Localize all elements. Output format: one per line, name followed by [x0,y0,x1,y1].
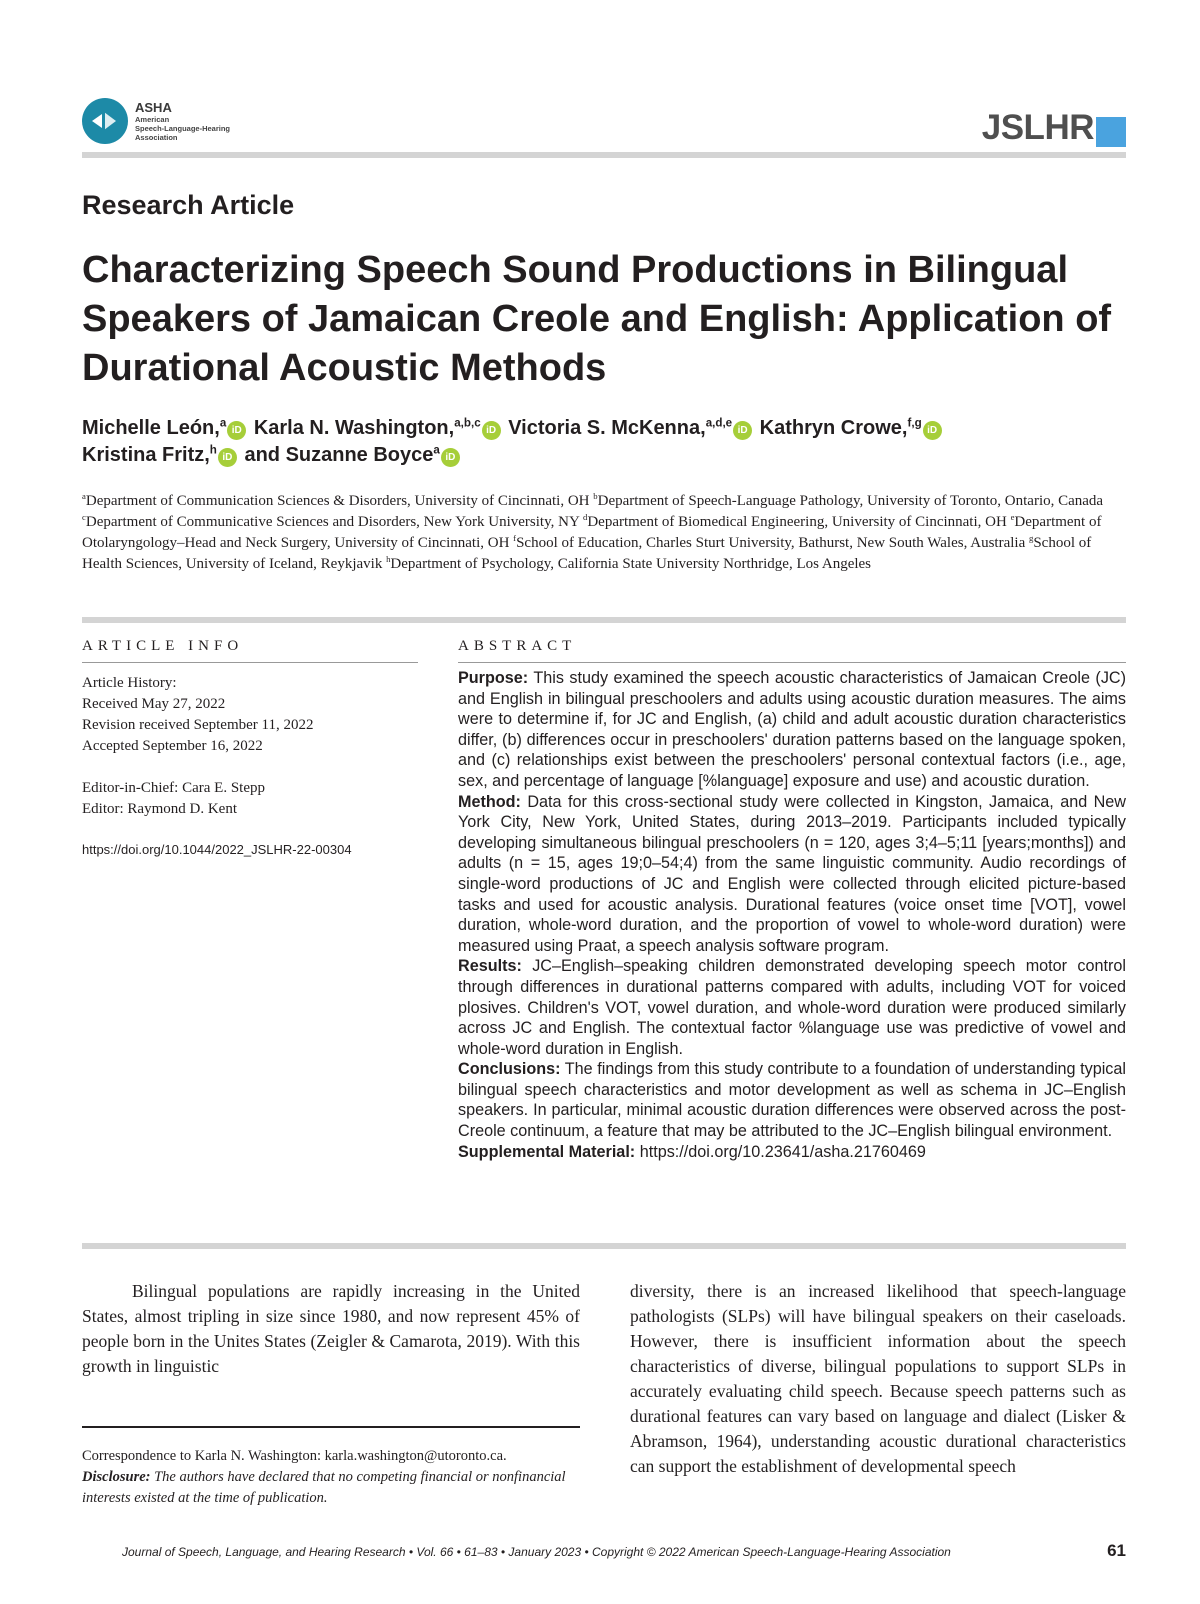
author-name: Victoria S. McKenna, [508,417,706,439]
author-name: and Suzanne Boyce [244,444,434,466]
article-title: Characterizing Speech Sound Productions in Bilingual Speakers of Jamaican Creole and English: Application of Durational Acoustic Methods [82,249,1112,389]
author-list: Michelle León,$^a$iD Karla N. Washington,$^{a,b,c}$iD Victoria S. McKenna,$^{a,d,e}$iD Kathryn Crowe,$^{f,g}$iD Kristina Fritz,$^h$iD and Suzanne Boyce$^a$iD [82,415,1132,469]
asha-emblem-icon [82,98,128,144]
page-number: 61 [1107,1541,1126,1560]
abstract-divider [458,662,1126,663]
orcid-icon[interactable]: iD [733,421,752,440]
header-rule [82,152,1126,158]
body-column-right: diversity, there is an increased likelihood that speech-language pathologists (SLPs) will have bilingual speakers on their caseloads. However, there is insufficient information about the speech characteristics of diverse, bilingual populations to support SLPs in accurately evaluating child speech. Because speech patterns such as durational features can vary based on language and dialect (Lisker & Abramson, 1964), understanding acoustic durational characteristics can support the establishment of developmental speech [630,1281,1126,1476]
orcid-icon[interactable]: iD [923,421,942,440]
author-name: Kristina Fritz, [82,444,210,466]
asha-logo [82,98,252,146]
journal-logo-square-icon [1096,117,1126,147]
disclosure-label: Disclosure: [82,1469,151,1485]
section-rule [82,617,1126,623]
accepted-date: Accepted September 16, 2022 [82,738,263,754]
article-type: Research Article [82,190,295,220]
editor: Editor: Raymond D. Kent [82,801,237,817]
orcid-icon[interactable]: iD [441,448,460,467]
correspondence: Correspondence to Karla N. Washington: karla.washington@utoronto.ca. [82,1448,507,1464]
author-name: Kathryn Crowe, [759,417,908,439]
doi-link[interactable]: https://doi.org/10.1044/2022_JSLHR-22-00304 [82,842,352,857]
history-label: Article History: [82,675,177,691]
abstract-body: Purpose: This study examined the speech acoustic characteristics of Jamaican Creole (JC) and English in bilingual preschoolers and adults using acoustic duration measures. The aims were to determine if, for JC and English, (a) child and adult acoustic duration characteristics differ, (b) differences occur in preschoolers' duration patterns based on the language spoken, and (c) relationships exist between the preschoolers' personal contextual factors (i.e., age, sex, and percentage of language [%language] exposure and use) and acoustic duration. Method: Data for this cross-sectional study were collected in Kingston, Jamaica, and New York City, New York, United States, during 2013–2019. Participants included typically developing simultaneous bilingual preschoolers (n = 120, ages 3;4–5;11 [years;months]) and adults (n = 15, ages 19;0–54;4) from the same linguistic community. Audio recordings of single-word productions of JC and English were collected through elicited picture-based tasks and used for acoustic analysis. Durational features (voice onset time [VOT], vowel duration, whole-word duration, and the proportion of vowel to whole-word duration) were measured using Praat, a speech analysis software program. Results: JC–English–speaking children demonstrated developing speech motor control through differences in durational patterns compared with adults, including VOT for voiced plosives. Children's VOT, vowel duration, and whole-word duration were produced similarly across JC and English. The contextual factor %language use was predictive of vowel and whole-word duration in English. Conclusions: The findings from this study contribute to a foundation of understanding typical bilingual speech characteristics and motor development as well as schema in JC–English speakers. In particular, minimal acoustic duration differences were observed across the post-Creole continuum, a feature that may be attributed to the JC–English bilingual environment. Supplemental Material: https://doi.org/10.23641/asha.21760469 [458,669,1126,1161]
affiliations: $^a$Department of Communication Sciences & Disorders, University of Cincinnati, OH $^b$Department of Speech-Language Pathology, University of Toronto, Ontario, Canada $^c$Department of Communicative Sciences and Disorders, New York University, NY $^d$Department of Biomedical Engineering, University of Cincinnati, OH $^e$Department of Otolaryngology–Head and Neck Surgery, University of Cincinnati, OH $^f$School of Education, Charles Sturt University, Bathurst, New South Wales, Australia $^g$School of Health Sciences, University of Iceland, Reykjavik $^h$Department of Psychology, California State University Northridge, Los Angeles [82,491,1104,572]
footnote-rule [82,1426,580,1428]
footnote [82,1446,580,1509]
editor-in-chief: Editor-in-Chief: Cara E. Stepp [82,780,265,796]
article-info [82,673,422,820]
asha-abbr: ASHA [135,100,172,115]
supplemental-link[interactable]: https://doi.org/10.23641/asha.21760469 [635,1142,926,1161]
journal-logo-text: JSLHR [981,108,1094,147]
body-column-left: Bilingual populations are rapidly increasing in the United States, almost tripling in size since 1980, and now represent 45% of people born in the Unites States (Zeigler & Camarota, 2019). With this growth in linguistic [82,1281,580,1376]
orcid-icon[interactable]: iD [218,448,237,467]
orcid-icon[interactable]: iD [482,421,501,440]
revised-date: Revision received September 11, 2022 [82,717,314,733]
abstract-heading: ABSTRACT [458,638,577,654]
author-name: Michelle León, [82,417,220,439]
orcid-icon[interactable]: iD [227,421,246,440]
section-rule [82,1243,1126,1249]
disclosure-text: The authors have declared that no competing financial or nonfinancial interests existed at the time of publication. [82,1469,566,1506]
author-name: Karla N. Washington, [253,417,455,439]
asha-name: American Speech-Language-Hearing Association [135,115,231,142]
article-info-heading: ARTICLE INFO [82,638,244,654]
received-date: Received May 27, 2022 [82,696,226,712]
article-info-divider [82,662,418,663]
journal-citation-footer: Journal of Speech, Language, and Hearing Research • Vol. 66 • 61–83 • January 2023 • Copyright © 2022 American Speech-Language-Hearing Association [122,1545,951,1559]
